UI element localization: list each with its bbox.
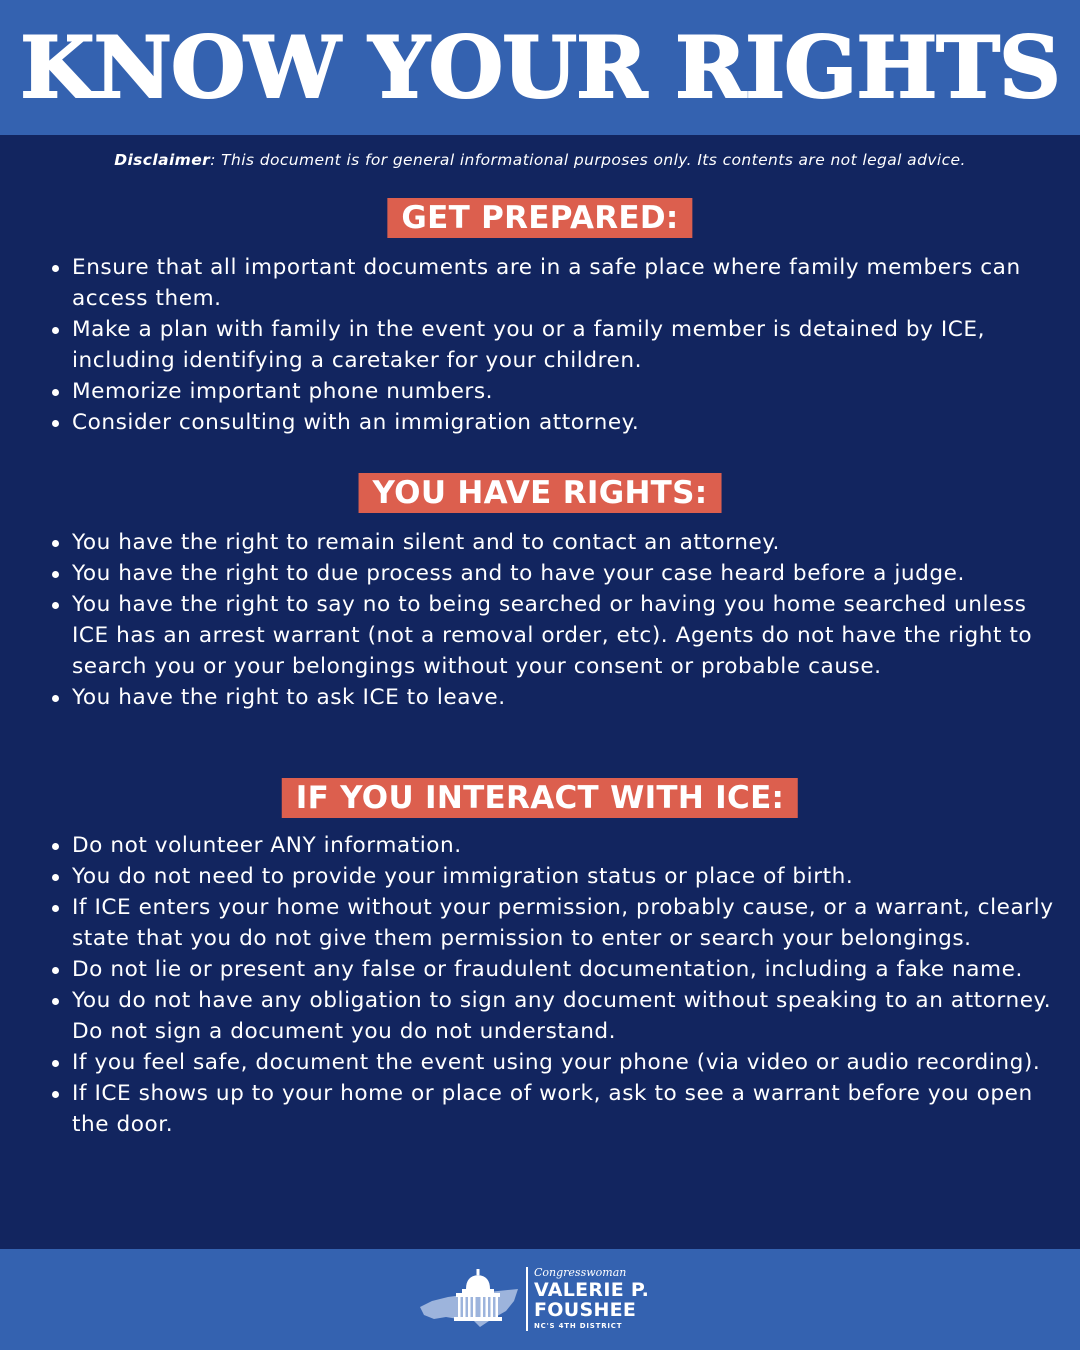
list-item: You have the right to ask ICE to leave. bbox=[72, 682, 1062, 713]
you-have-rights-list bbox=[72, 527, 1062, 713]
page-title: KNOW YOUR RIGHTS bbox=[20, 18, 1060, 117]
interact-with-ice-list bbox=[72, 830, 1062, 1140]
congresswoman-logo bbox=[418, 1265, 678, 1335]
list-item: If ICE enters your home without your permission, probably cause, or a warrant, clearly state that you do not give them permission to enter or search your belongings. bbox=[72, 892, 1062, 954]
get-prepared-list bbox=[72, 252, 1062, 438]
disclaimer bbox=[0, 148, 1080, 172]
header-banner bbox=[0, 0, 1080, 135]
logo-district: NC'S 4TH DISTRICT bbox=[534, 1322, 623, 1330]
logo-divider bbox=[526, 1267, 528, 1331]
disclaimer-text: : This document is for general informational purposes only. Its contents are not legal advice. bbox=[210, 151, 966, 169]
disclaimer-label: Disclaimer bbox=[114, 151, 211, 169]
section-title-interact-with-ice: IF YOU INTERACT WITH ICE: bbox=[282, 778, 798, 818]
section-title-get-prepared: GET PREPARED: bbox=[387, 198, 692, 238]
list-item: You have the right to due process and to have your case heard before a judge. bbox=[72, 558, 1062, 589]
list-item: If ICE shows up to your home or place of work, ask to see a warrant before you open the door. bbox=[72, 1078, 1062, 1140]
list-item: You do not need to provide your immigration status or place of birth. bbox=[72, 861, 1062, 892]
list-item: You have the right to remain silent and to contact an attorney. bbox=[72, 527, 1062, 558]
capitol-state-icon bbox=[418, 1267, 520, 1333]
list-item: Do not lie or present any false or fraudulent documentation, including a fake name. bbox=[72, 954, 1062, 985]
list-item: Memorize important phone numbers. bbox=[72, 376, 1062, 407]
footer-banner bbox=[0, 1249, 1080, 1350]
logo-name-last: FOUSHEE bbox=[534, 1299, 637, 1321]
section-title-you-have-rights: YOU HAVE RIGHTS: bbox=[359, 473, 722, 513]
logo-title: Congresswoman bbox=[534, 1266, 627, 1279]
list-item: You have the right to say no to being searched or having you home searched unless ICE has an arrest warrant (not a removal order, etc). Agents do not have the right to search you or your belongings without your consent or probable cause. bbox=[72, 589, 1062, 682]
list-item: You do not have any obligation to sign any document without speaking to an attorney. Do not sign a document you do not understand. bbox=[72, 985, 1062, 1047]
logo-name-first: VALERIE P. bbox=[534, 1279, 650, 1301]
list-item: Do not volunteer ANY information. bbox=[72, 830, 1062, 861]
list-item: Consider consulting with an immigration attorney. bbox=[72, 407, 1062, 438]
list-item: If you feel safe, document the event using your phone (via video or audio recording). bbox=[72, 1047, 1062, 1078]
list-item: Make a plan with family in the event you or a family member is detained by ICE, including identifying a caretaker for your children. bbox=[72, 314, 1062, 376]
list-item: Ensure that all important documents are in a safe place where family members can access them. bbox=[72, 252, 1062, 314]
